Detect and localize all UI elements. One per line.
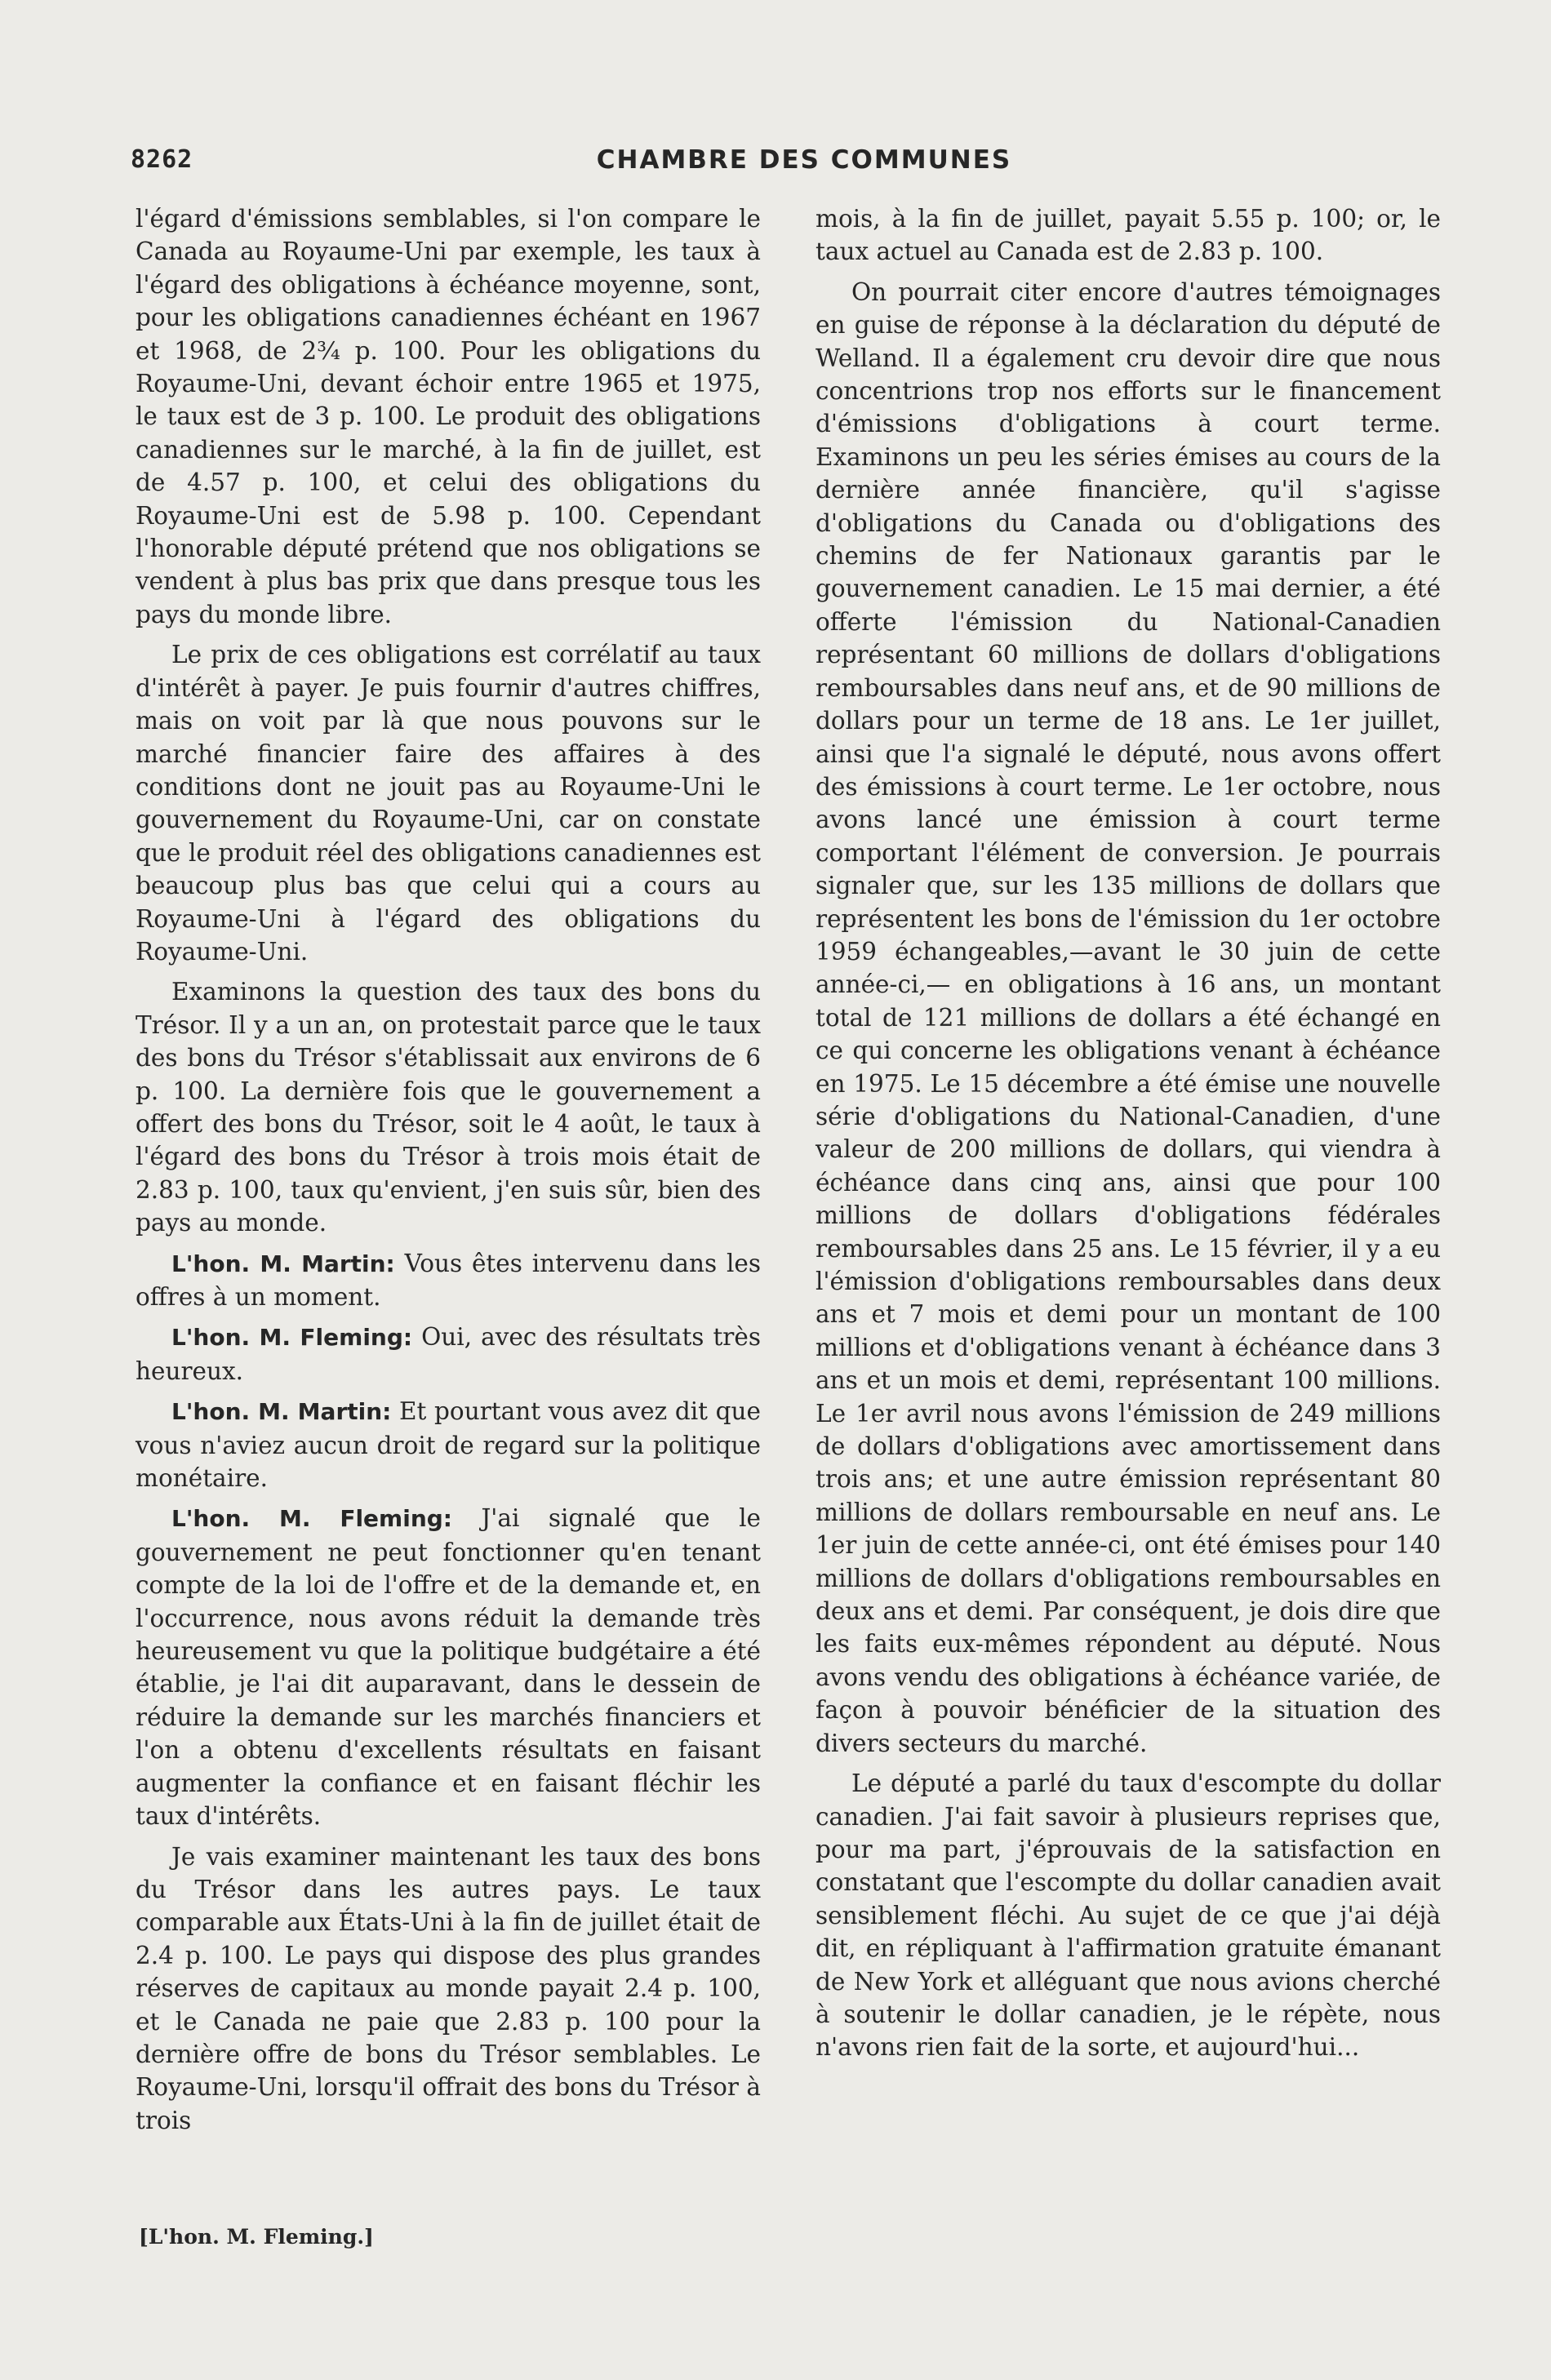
speaker-name: L'hon. M. Fleming: (171, 1324, 413, 1352)
paragraph: mois, à la fin de juillet, payait 5.55 p. 100; or, le taux actuel au Canada est de 2.83 p. 100. (815, 205, 1441, 266)
footer-speaker-note: [L'hon. M. Fleming.] (139, 2225, 374, 2249)
speaker-name: L'hon. M. Martin: (171, 1250, 395, 1277)
paragraph: Examinons la question des taux des bons du Trésor. Il y a un an, on protestait parce que le taux des bons du Trésor s'établissait aux environs de 6 p. 100. La dernière fois que le gouvernement a offert des bons du Trésor, soit le 4 août, le taux à l'égard des bons du Trésor à trois mois était de 2.83 p. 100, taux qu'envient, j'en suis sûr, bien des pays au monde. (136, 978, 761, 1237)
speaker-name: L'hon. M. Martin: (171, 1398, 392, 1426)
speech-paragraph: L'hon. M. Fleming: Oui, avec des résultats très heureux. (136, 1323, 762, 1385)
speaker-name: L'hon. M. Fleming: (171, 1505, 452, 1533)
speech-paragraph: L'hon. M. Martin: Et pourtant vous avez dit que vous n'aviez aucun droit de regard sur la politique monétaire. (136, 1397, 761, 1493)
speech-paragraph: L'hon. M. Martin: Vous êtes intervenu dans les offres à un moment. (136, 1249, 761, 1311)
paragraph: Le prix de ces obligations est corrélatif au taux d'intérêt à payer. Je puis fournir d'autres chiffres, mais on voit par là que nous pouvons sur le marché financier faire des affaires à des conditions dont ne jouit pas au Royaume-Uni le gouvernement du Royaume-Uni, car on constate que le produit réel des obligations canadiennes est beaucoup plus bas que celui qui a cours au Royaume-Uni à l'égard des obligations du Royaume-Uni. (136, 641, 761, 966)
running-title: CHAMBRE DES COMMUNES (596, 145, 1012, 175)
paragraph: l'égard d'émissions semblables, si l'on compare le Canada au Royaume-Uni par exemple, les taux à l'égard des obligations à échéance moyenne, sont, pour les obligations canadiennes échéant en 1967 et 1968, de 2¾ p. 100. Pour les obligations du Royaume-Uni, devant échoir entre 1965 et 1975, le taux est de 3 p. 100. Le produit des obligations canadiennes sur le marché, à la fin de juillet, est de 4.57 p. 100, et celui des obligations du Royaume-Uni est de 5.98 p. 100. Cependant l'honorable député prétend que nos obligations se vendent à plus bas prix que dans presque tous les pays du monde libre. (136, 205, 761, 628)
page-number: 8262 (131, 145, 193, 174)
left-column (136, 202, 761, 2144)
paragraph: On pourrait citer encore d'autres témoignages en guise de réponse à la déclaration du député de Welland. Il a également cru devoir dire que nous concentrions trop nos efforts sur le financement d'émissions d'obligations à court terme. Examinons un peu les séries émises au cours de la dernière année financière, qu'il s'agisse d'obligations du Canada ou d'obligations des chemins de fer Nationaux garantis par le gouvernement canadien. Le 15 mai dernier, a été offerte l'émission du National-Canadien représentant 60 millions de dollars d'obligations remboursables dans neuf ans, et de 90 millions de dollars pour un terme de 18 ans. Le 1er juillet, ainsi que l'a signalé le député, nous avons offert des émissions à court terme. Le 1er octobre, nous avons lancé une émission à court terme comportant l'élément de conversion. Je pourrais signaler que, sur les 135 millions de dollars que représentent les bons de l'émission du 1er octobre 1959 échangeables,—avant le 30 juin de cette année-ci,— en obligations à 16 ans, un montant total de 121 millions de dollars a été échangé en ce qui concerne les obligations venant à échéance en 1975. Le 15 décembre a été émise une nouvelle série d'obligations du National-Canadien, d'une valeur de 200 millions de dollars, qui viendra à échéance dans cinq ans, ainsi que pour 100 millions de dollars d'obligations fédérales remboursables dans 25 ans. Le 15 février, il y a eu l'émission d'obligations remboursables dans deux ans et 7 mois et demi pour un montant de 100 millions et d'obligations venant à échéance dans 3 ans et un mois et demi, représentant 100 millions. Le 1er avril nous avons l'émission de 249 millions de dollars d'obligations avec amortissement dans trois ans; et une autre émission représentant 80 millions de dollars remboursable en neuf ans. Le 1er juin de cette année-ci, ont été émises pour 140 millions de dollars d'obligations remboursables en deux ans et demi. Par conséquent, je dois dire que les faits eux-mêmes répondent au député. Nous avons vendu des obligations à échéance variée, de façon à pouvoir bénéficier de la situation des divers secteurs du marché. (815, 278, 1441, 1757)
speech-paragraph: L'hon. M. Fleming: J'ai signalé que le gouvernement ne peut fonctionner qu'en tenant compte de la loi de l'offre et de la demande et, en l'occurrence, nous avons réduit la demande très heureusement vu que la politique budgétaire a été établie, je l'ai dit auparavant, dans le dessein de réduire la demande sur les marchés financiers et l'on a obtenu d'excellents résultats en faisant augmenter la confiance et en faisant fléchir les taux d'intérêts. (136, 1504, 762, 1831)
paragraph: Le député a parlé du taux d'escompte du dollar canadien. J'ai fait savoir à plusieurs reprises que, pour ma part, j'éprouvais de la satisfaction en constatant que l'escompte du dollar canadien avait sensiblement fléchi. Au sujet de ce que j'ai déjà dit, en répliquant à l'affirmation gratuite émanant de New York et alléguant que nous avions cherché à soutenir le dollar canadien, je le répète, nous n'avons rien fait de la sorte, et aujourd'hui... (815, 1769, 1441, 2062)
page-header (131, 145, 1478, 186)
paragraph: Je vais examiner maintenant les taux des bons du Trésor dans les autres pays. Le taux comparable aux États-Uni à la fin de juillet était de 2.4 p. 100. Le pays qui dispose des plus grandes réserves de capitaux au monde payait 2.4 p. 100, et le Canada ne paie que 2.83 p. 100 pour la dernière offre de bons du Trésor semblables. Le Royaume-Uni, lorsqu'il offrait des bons du Trésor à trois (136, 1842, 761, 2134)
right-column (815, 202, 1441, 2071)
